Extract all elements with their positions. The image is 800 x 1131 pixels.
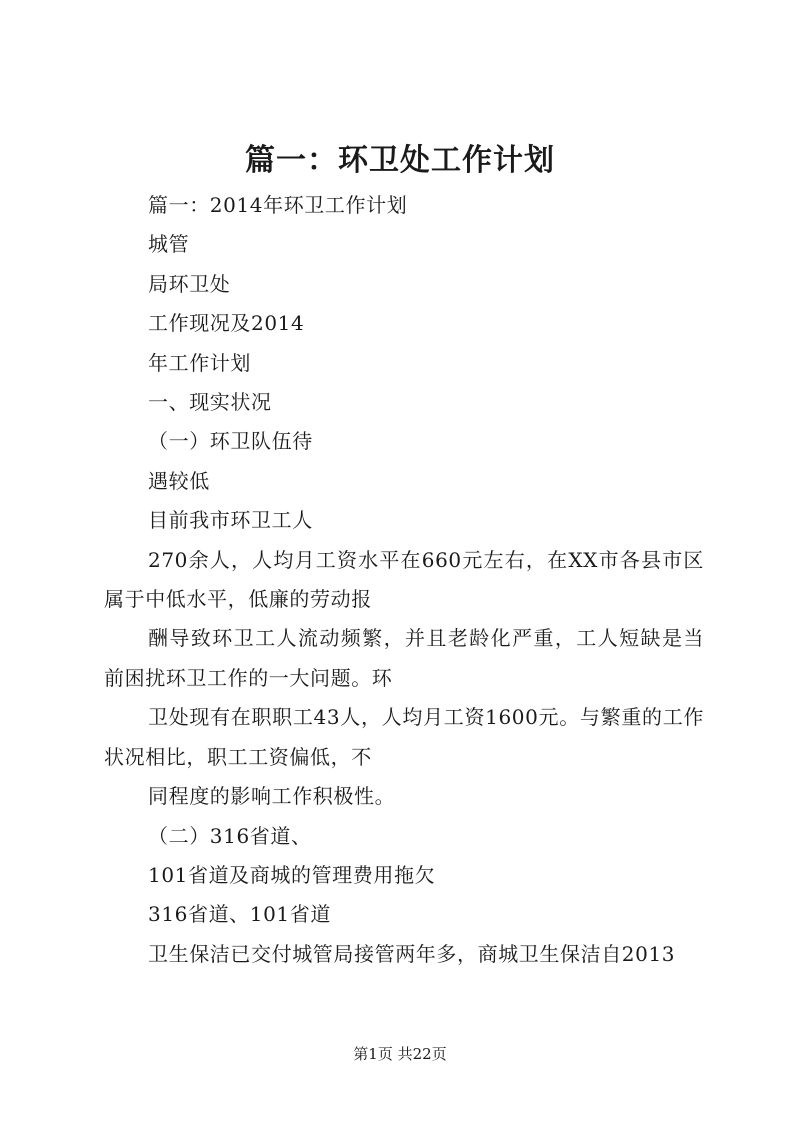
paragraph: 城管 (148, 232, 190, 257)
paragraph: 目前我市环卫工人 (148, 508, 313, 533)
paragraph: 卫生保洁已交付城管局接管两年多，商城卫生保洁自2013 (148, 941, 676, 966)
paragraph: 270余人，人均月工资水平在660元左右，在XX市各县市区属于中低水平，低廉的劳动报 (104, 547, 704, 612)
paragraph: 篇一：2014年环卫工作计划 (148, 193, 408, 217)
paragraph: 工作现况及2014 (148, 311, 305, 336)
paragraph: 酬导致环卫工人流动频繁，并且老龄化严重，工人短缺是当前困扰环卫工作的一大问题。环 (104, 626, 704, 690)
paragraph: 卫处现有在职职工43人，人均月工资1600元。与繁重的工作状况相比，职工工资偏低，不 (104, 705, 704, 769)
paragraph: 年工作计划 (148, 350, 251, 375)
paragraph: 遇较低 (148, 468, 210, 493)
paragraph: 一、现实状况 (148, 390, 272, 415)
document-title: 篇一：环卫处工作计划 (245, 143, 555, 178)
paragraph: 局环卫处 (148, 271, 231, 296)
paragraph: （二）316省道、 (148, 823, 312, 848)
paragraph: （一）环卫队伍待 (148, 429, 313, 454)
page-number-footer: 第1页 共22页 (353, 1045, 447, 1063)
paragraph: 101省道及商城的管理费用拖欠 (148, 862, 436, 887)
document-body (104, 186, 704, 974)
paragraph: 同程度的影响工作积极性。 (148, 784, 396, 809)
paragraph: 316省道、101省道 (148, 902, 331, 927)
